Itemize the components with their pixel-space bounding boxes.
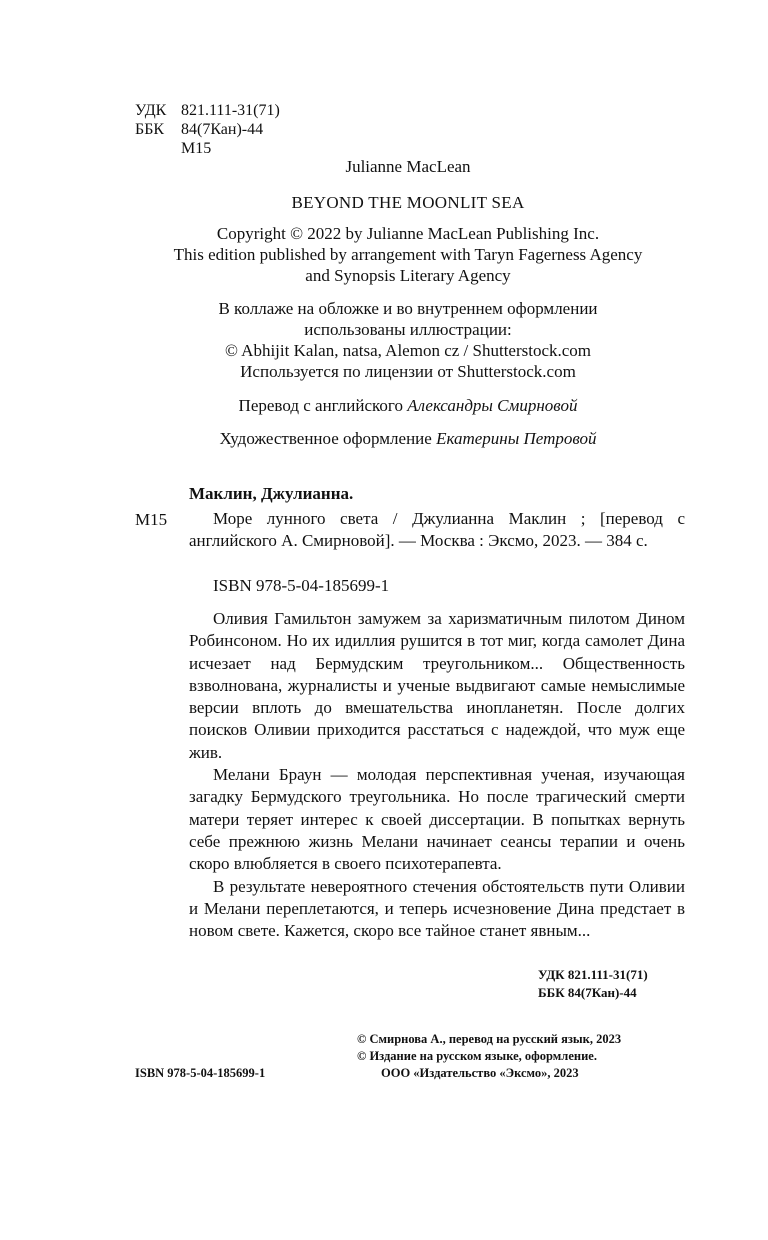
catalog-isbn: ISBN 978-5-04-185699-1	[213, 576, 390, 595]
designer-name: Екатерины Петровой	[436, 429, 597, 448]
original-title: BEYOND THE MOONLIT SEA	[291, 193, 525, 212]
annotation-paragraph: В результате невероятного стечения обстоятельств пути Оливии и Мелани переплетаются, и теперь исчезновение Дина предстает в новом свете. Кажется, скоро все тайное станет явным...	[189, 876, 685, 941]
catalog-code: М15	[135, 510, 168, 529]
footer-classification	[538, 966, 648, 1002]
illustration-line: использованы иллюстрации:	[304, 320, 512, 339]
copyright-line: This edition published by arrangement with Taryn Fagerness Agency	[173, 245, 643, 264]
footer-isbn: ISBN 978-5-04-185699-1	[135, 1066, 266, 1080]
design-prefix: Художественное оформление	[219, 429, 437, 448]
catalog-heading: Маклин, Джулианна.	[189, 484, 354, 503]
copyright-notice	[135, 223, 681, 286]
annotation-paragraph: Оливия Гамильтон замужем за харизматичным пилотом Дином Робинсоном. Но их идиллия рушится в тот миг, когда самолет Дина исчезает над Бермудским треугольником... Общественность взволнована, журналисты и ученые выдвигают самые немыслимые версии вплоть до вмешательства инопланетян. После долгих поисков Оливии приходится расстаться с надеждой, что муж еще жив.	[189, 609, 685, 762]
annotation-paragraph: Мелани Браун — молодая перспективная ученая, изучающая загадку Бермудского треугольника. Но после трагический смерти матери теряет интерес к своей диссертации. В попытках вернуть себе прежнюю жизнь Мелани начинает сеансы терапии и очень скоро влюбляется в своего психотерапевта.	[189, 765, 685, 874]
illustration-line: © Abhijit Kalan, natsa, Alemon cz / Shutterstock.com	[224, 341, 592, 360]
copyright-line: Copyright © 2022 by Julianne MacLean Publishing Inc.	[216, 224, 600, 243]
footer-udk: УДК 821.111-31(71)	[538, 967, 648, 982]
illustration-line: Используется по лицензии от Shutterstock.com	[240, 362, 576, 381]
illustration-line: В коллаже на обложке и во внутреннем оформлении	[218, 299, 598, 318]
translation-credit	[135, 395, 681, 416]
catalog-description: Море лунного света / Джулианна Маклин ; [перевод с английского А. Смирновой]. — Москва : Эксмо, 2023. — 384 с.	[189, 509, 685, 550]
udk-label: УДК	[135, 102, 167, 119]
annotation	[189, 608, 685, 942]
bbk-value: 84(7Кан)-44	[181, 121, 264, 138]
original-author: Julianne MacLean	[345, 157, 471, 176]
footer-copyright-line: © Издание на русском языке, оформление.	[357, 1049, 597, 1063]
translation-prefix: Перевод с английского	[238, 396, 408, 415]
design-credit	[135, 428, 681, 449]
footer-copyright	[357, 1031, 621, 1082]
bbk-label: ББК	[135, 121, 165, 138]
footer-copyright-line: © Смирнова А., перевод на русский язык, 2023	[357, 1032, 622, 1046]
footer-copyright-line: ООО «Издательство «Эксмо», 2023	[381, 1066, 579, 1080]
classification-block	[135, 101, 280, 158]
translator-name: Александры Смирновой	[407, 396, 578, 415]
copyright-line: and Synopsis Literary Agency	[305, 266, 511, 285]
author-mark: М15	[181, 140, 212, 157]
footer-bbk: ББК 84(7Кан)-44	[538, 985, 637, 1000]
illustration-credits	[135, 298, 681, 382]
udk-value: 821.111-31(71)	[181, 102, 280, 119]
